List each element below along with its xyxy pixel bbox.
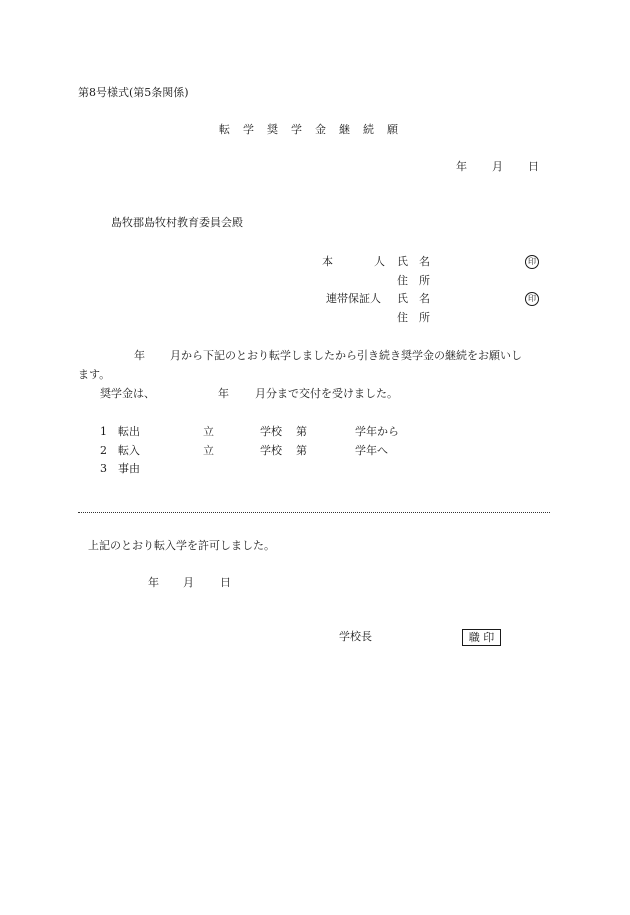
item-school: 学校 [260, 425, 282, 438]
title-char: 学 [243, 123, 254, 136]
applicant-address-label: 住 所 [397, 274, 430, 287]
title-char: 奨 [267, 123, 278, 136]
title-char: 金 [315, 123, 326, 136]
item-dai: 第 [296, 425, 307, 438]
guarantor-seal-mark: 印 [525, 292, 539, 306]
document-title [219, 124, 398, 135]
body-line1: 月から下記のとおり転学しましたから引き続き奨学金の継続をお願いし [170, 349, 522, 362]
guarantor-address-label: 住 所 [397, 311, 430, 324]
item-school: 学校 [260, 444, 282, 457]
addressee: 島牧郡島牧村教育委員会殿 [111, 216, 243, 229]
body-year-label: 年 [134, 349, 145, 362]
approval-year-label: 年 [148, 576, 159, 589]
body-line3-rest: 月分まで交付を受けました。 [255, 387, 398, 400]
item-number: 2 [100, 444, 107, 457]
title-char: 続 [363, 123, 374, 136]
approval-month-label: 月 [183, 576, 194, 589]
item-ritsu: 立 [203, 444, 214, 457]
applicant-label-hon: 本 [322, 255, 333, 268]
principal-label: 学校長 [339, 630, 372, 643]
item-number: 1 [100, 425, 107, 438]
item-ritsu: 立 [203, 425, 214, 438]
title-char: 継 [339, 123, 350, 136]
applicant-label-nin: 人 [374, 255, 385, 268]
guarantor-label: 連帯保証人 [326, 292, 381, 305]
title-char: 願 [387, 123, 398, 136]
item-grade-text: 学年へ [355, 444, 388, 457]
approval-day-label: 日 [220, 576, 231, 589]
date-year-label: 年 [456, 160, 467, 173]
item-number: 3 [100, 462, 107, 475]
body-line3-start: 奨学金は、 [100, 387, 155, 400]
title-char: 転 [219, 123, 230, 136]
title-char: 学 [291, 123, 302, 136]
applicant-seal-mark: 印 [525, 255, 539, 269]
item-label-transfer-out: 転出 [118, 425, 140, 438]
body-line2: ます。 [78, 368, 111, 381]
guarantor-name-label: 氏 名 [397, 292, 430, 305]
item-label-reason: 事由 [118, 462, 140, 475]
date-month-label: 月 [492, 160, 503, 173]
body-line3-year: 年 [218, 387, 229, 400]
item-label-transfer-in: 転入 [118, 444, 140, 457]
form-number: 第8号様式(第5条関係) [78, 86, 189, 99]
official-stamp-box: 職 印 [462, 629, 501, 646]
dotted-separator [78, 512, 550, 513]
approval-text: 上記のとおり転入学を許可しました。 [88, 539, 275, 552]
date-day-label: 日 [528, 160, 539, 173]
item-grade-text: 学年から [355, 425, 399, 438]
item-dai: 第 [296, 444, 307, 457]
applicant-name-label: 氏 名 [397, 255, 430, 268]
